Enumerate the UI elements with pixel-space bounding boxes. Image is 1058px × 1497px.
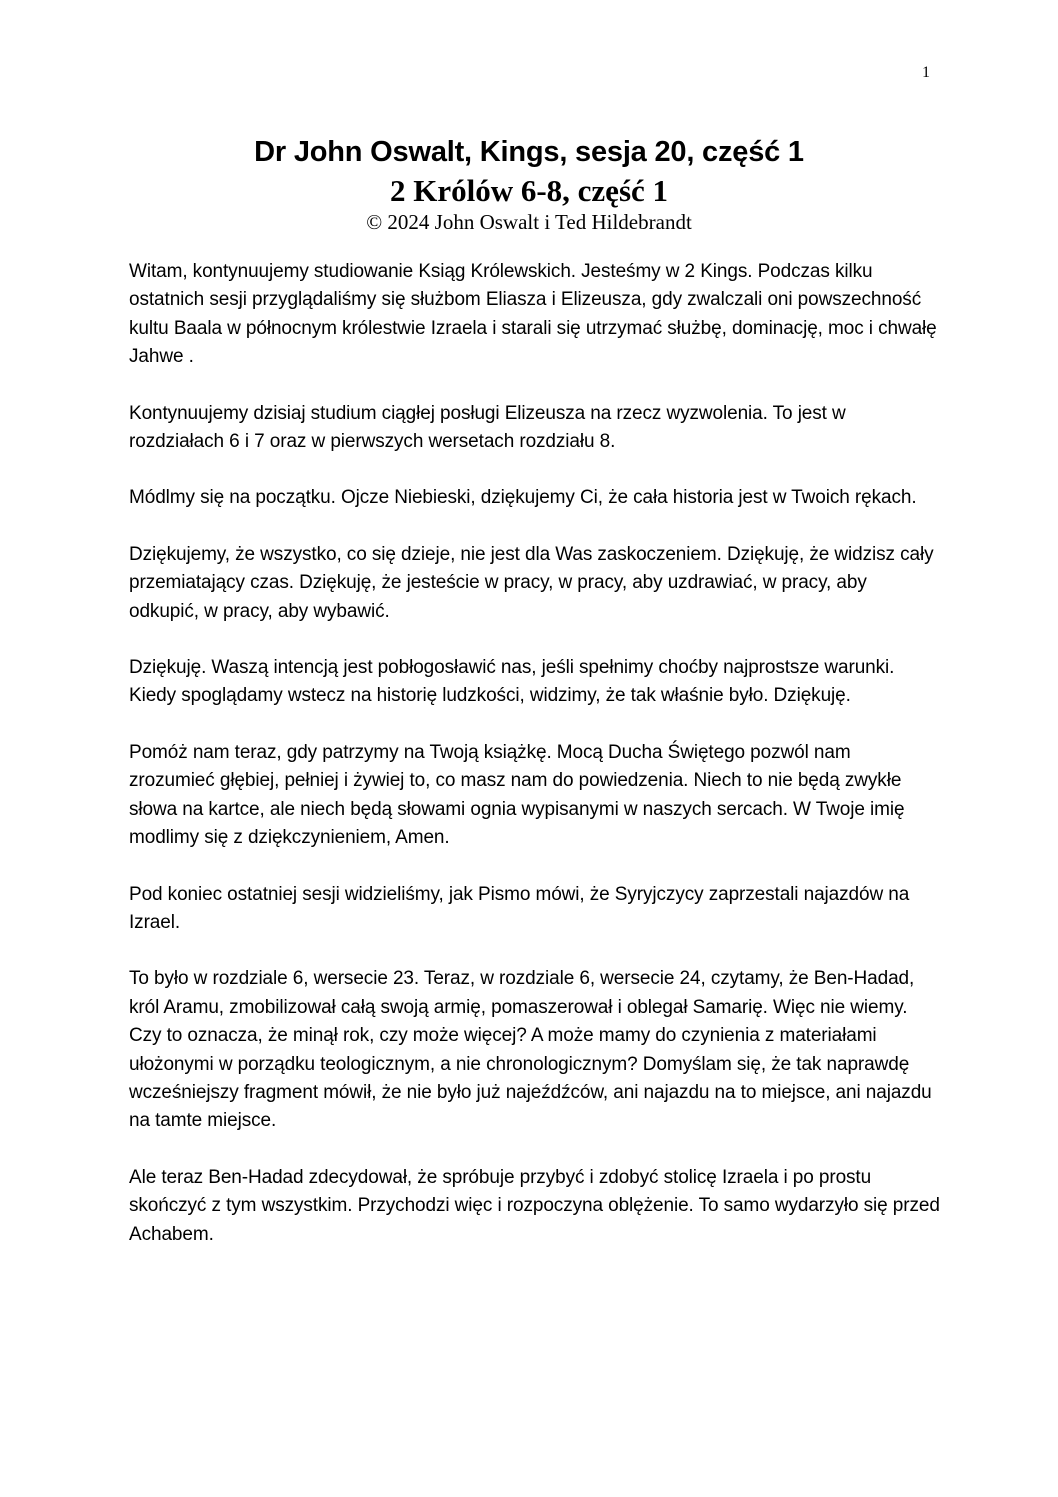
paragraph: Pomóż nam teraz, gdy patrzymy na Twoją książkę. Mocą Ducha Świętego pozwól nam zrozumieć głębiej, pełniej i żywiej to, co masz nam do powiedzenia. Niech to nie będą zwykłe słowa na kartce, ale niech będą słowami ognia wypisanymi w naszych sercach. W Twoje imię modlimy się z dziękczynieniem, Amen.	[129, 741, 905, 849]
document-body	[129, 258, 941, 1277]
paragraph: Módlmy się na początku. Ojcze Niebieski, dziękujemy Ci, że cała historia jest w Twoich rękach.	[129, 487, 917, 509]
document-header	[0, 132, 1058, 234]
paragraph: To było w rozdziale 6, wersecie 23. Teraz, w rozdziale 6, wersecie 24, czytamy, że Ben-Hadad, król Aramu, zmobilizował całą swoją armię, pomaszerował i oblegał Samarię. Więc nie wiemy. Czy to oznacza, że minął rok, czy może więcej? A może mamy do czynienia z materiałami ułożonymi w porządku teologicznym, a nie chronologicznym? Domyślam się, że tak naprawdę wcześniejszy fragment mówił, że nie było już najeźdźców, ani najazdu na to miejsce, ani najazdu na tamte miejsce.	[129, 968, 932, 1132]
paragraph: Kontynuujemy dzisiaj studium ciągłej posługi Elizeusza na rzecz wyzwolenia. To jest w rozdziałach 6 i 7 oraz w pierwszych wersetach rozdziału 8.	[129, 402, 846, 453]
paragraph: Dziękuję. Waszą intencją jest pobłogosławić nas, jeśli spełnimy choćby najprostsze warunki. Kiedy spoglądamy wstecz na historię ludzkości, widzimy, że tak właśnie było. Dziękuję.	[129, 657, 895, 707]
page-number: 1	[922, 64, 930, 81]
paragraph: Witam, kontynuujemy studiowanie Ksiąg Królewskich. Jesteśmy w 2 Kings. Podczas kilku ostatnich sesji przyglądaliśmy się służbom Eliasza i Elizeusza, gdy zwalczali oni powszechność kultu Baala w północnym królestwie Izraela i starali się utrzymać służbę, dominację, moc i chwałę Jahwe .	[129, 261, 937, 368]
paragraph: Pod koniec ostatniej sesji widzieliśmy, jak Pismo mówi, że Syryjczycy zaprzestali najazdów na Izrael.	[129, 883, 910, 933]
document-subtitle: 2 Królów 6-8, część 1	[389, 173, 669, 208]
paragraph: Ale teraz Ben-Hadad zdecydował, że spróbuje przybyć i zdobyć stolicę Izraela i po prostu skończyć z tym wszystkim. Przychodzi więc i rozpoczyna oblężenie. To samo wydarzyło się przed Achabem.	[129, 1166, 940, 1245]
copyright-notice: © 2024 John Oswalt i Ted Hildebrandt	[366, 210, 692, 234]
paragraph: Dziękujemy, że wszystko, co się dzieje, nie jest dla Was zaskoczeniem. Dziękuję, że widzisz cały przemiatający czas. Dziękuję, że jesteście w pracy, w pracy, aby uzdrawiać, w pracy, aby odkupić, w pracy, aby wybawić.	[129, 543, 934, 622]
document-title: Dr John Oswalt, Kings, sesja 20, część 1	[254, 136, 804, 168]
